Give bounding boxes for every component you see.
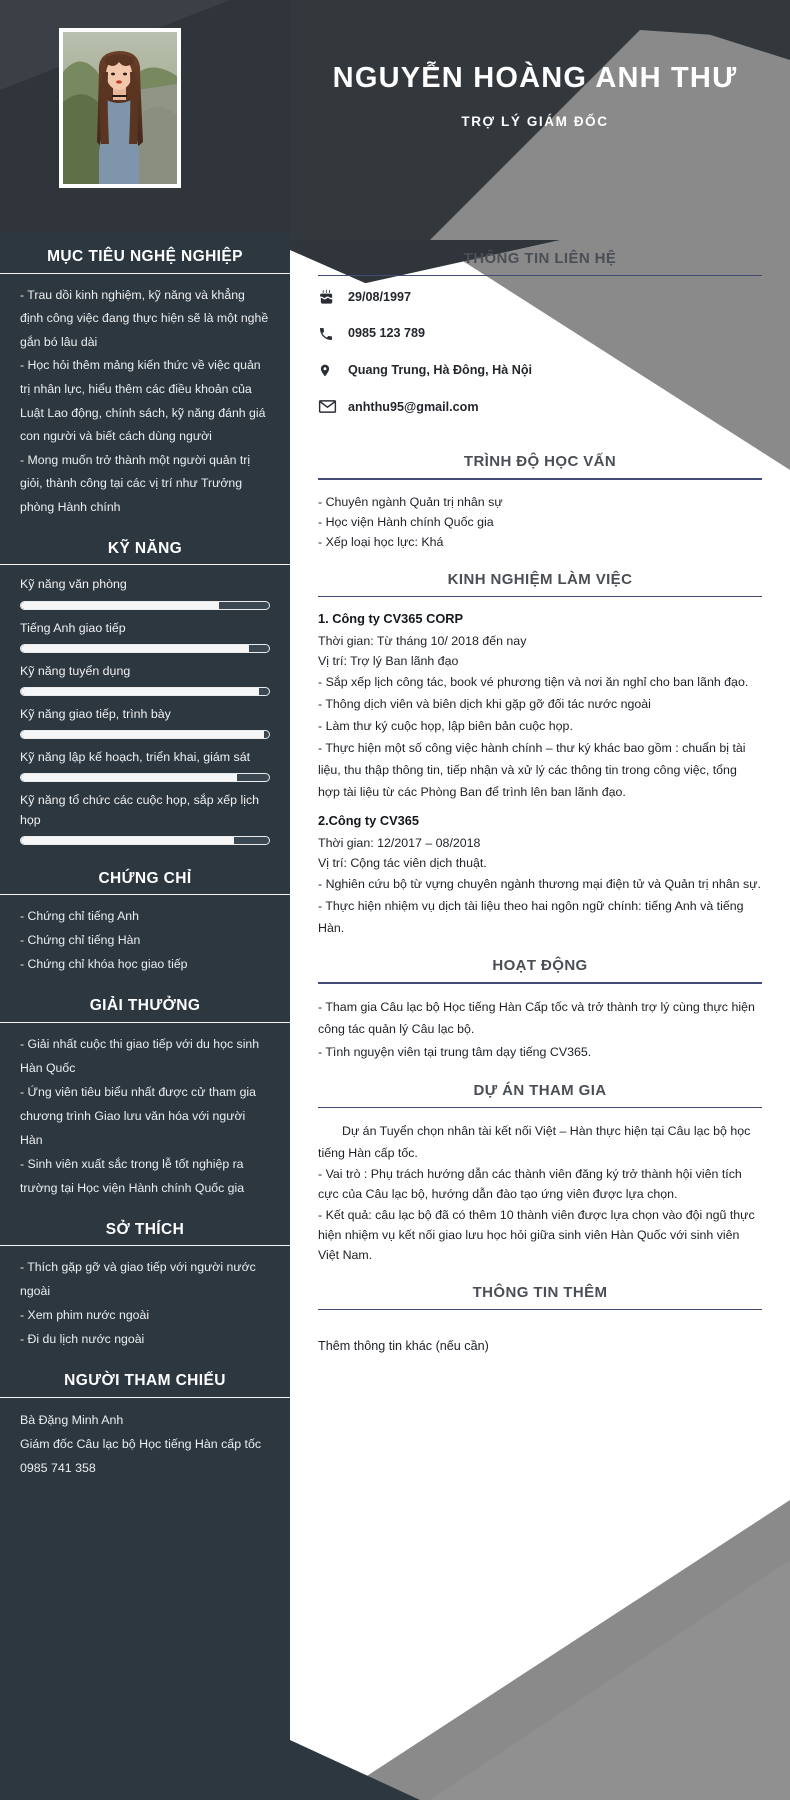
experience-item	[318, 609, 762, 803]
experience-duty: - Nghiên cứu bộ từ vựng chuyên ngành thương mại điện tử và Quản trị nhân sự.	[318, 877, 761, 892]
section-title-activities: HOẠT ĐỘNG	[492, 957, 588, 975]
project-intro: Dự án Tuyển chọn nhân tài kết nối Việt – Hàn thực hiện tại Câu lạc bộ học tiếng Hàn cấp tốc.	[318, 1123, 751, 1161]
section-title-skills: KỸ NĂNG	[107, 539, 183, 557]
section-awards	[20, 981, 270, 1200]
section-divider	[0, 1245, 290, 1246]
section-divider	[318, 478, 762, 479]
experience-list	[318, 609, 762, 940]
section-title-contact: THÔNG TIN LIÊN HỆ	[463, 250, 617, 267]
skill-label: Tiếng Anh giao tiếp	[20, 620, 126, 635]
section-divider	[318, 1107, 762, 1108]
skill-progress-fill	[21, 602, 219, 609]
section-divider	[0, 273, 290, 274]
section-certificates	[20, 854, 270, 978]
section-divider	[318, 1309, 762, 1310]
skill-progress-fill	[21, 688, 259, 695]
skill-progress-bar	[20, 773, 270, 782]
candidate-name: NGUYỄN HOÀNG ANH THƯ	[332, 62, 738, 94]
contact-value: 0985 123 789	[348, 326, 426, 341]
main-content	[290, 232, 790, 1356]
section-title-projects: DỰ ÁN THAM GIA	[473, 1081, 607, 1099]
section-contact	[318, 232, 762, 415]
experience-position: Vị trí: Trợ lý Ban lãnh đạo	[318, 653, 459, 668]
skill-label: Kỹ năng tổ chức các cuộc họp, sắp xếp lịch họp	[20, 793, 260, 827]
skill-label: Kỹ năng tuyển dụng	[20, 663, 131, 678]
reference-line: Giám đốc Câu lạc bộ Học tiếng Hàn cấp tốc	[20, 1436, 262, 1451]
contact-row	[318, 325, 762, 341]
hobby-item: - Xem phim nước ngoài	[20, 1308, 150, 1323]
activities-list	[318, 996, 762, 1064]
education-item: - Chuyên ngành Quản trị nhân sự	[318, 494, 503, 509]
reference-line: 0985 741 358	[20, 1461, 96, 1476]
candidate-role: TRỢ LÝ GIÁM ĐỐC	[461, 114, 609, 130]
section-experience	[318, 553, 762, 940]
skill-progress-bar	[20, 687, 270, 696]
career-objective-body	[20, 284, 270, 520]
skill-progress-fill	[21, 731, 264, 738]
hobby-item: - Đi du lịch nước ngoài	[20, 1332, 145, 1347]
education-list	[318, 492, 762, 553]
project-item: - Kết quả: câu lạc bộ đã có thêm 10 thành viên được lựa chọn vào đội ngũ thực hiện nhiệm vụ kết nối giao lưu học hỏi giữa sinh viên Hàn Quốc với sinh viên Việt Nam.	[318, 1207, 755, 1263]
reference-line: Bà Đặng Minh Anh	[20, 1412, 124, 1427]
section-activities	[318, 939, 762, 1063]
header-identity	[300, 62, 770, 129]
contact-value: anhthu95@gmail.com	[348, 399, 479, 414]
experience-duty: - Làm thư ký cuộc họp, lập biên bản cuộc họp.	[318, 718, 573, 733]
section-title-additional-info: THÔNG TIN THÊM	[472, 1283, 608, 1301]
avatar	[59, 28, 181, 188]
skill-item	[20, 662, 270, 696]
hobbies-list	[20, 1256, 270, 1352]
skill-item	[20, 791, 270, 844]
activity-item: - Tham gia Câu lạc bộ Học tiếng Hàn Cấp tốc và trở thành trợ lý cùng thực hiện công tác quản lý Câu lạc bộ.	[318, 999, 755, 1037]
award-item: - Sinh viên xuất sắc trong lễ tốt nghiệp ra trường tại Học viện Hành chính Quốc gia	[20, 1156, 245, 1195]
references-body	[20, 1408, 270, 1481]
skill-progress-bar	[20, 836, 270, 845]
skill-item	[20, 748, 270, 782]
skill-item	[20, 705, 270, 739]
section-title-experience: KINH NGHIỆM LÀM VIỆC	[447, 570, 633, 588]
experience-duty: - Thực hiện nhiệm vụ dịch tài liệu theo hai ngôn ngữ chính: tiếng Anh và tiếng Hàn.	[318, 899, 744, 936]
skill-progress-fill	[21, 774, 237, 781]
experience-duty: - Thực hiện một số công việc hành chính – thư ký khác bao gồm : chuẩn bị tài liệu, thu thập thông tin, tiếp nhận và xử lý các thông tin trong công việc, tổng hợp tài liệu từ các Phòng Ban để trình lên ban lãnh đạo.	[318, 741, 746, 800]
experience-company: 2.Công ty CV365	[318, 813, 419, 829]
section-divider	[0, 1022, 290, 1023]
projects-list	[318, 1164, 762, 1266]
section-skills	[20, 524, 270, 845]
contact-row	[318, 288, 762, 305]
certificate-item: - Chứng chỉ tiếng Hàn	[20, 933, 141, 948]
career-paragraph: - Trau dồi kinh nghiệm, kỹ năng và khẳng định công việc đang thực hiện sẽ là một nghề gắn bó lâu dài	[20, 287, 269, 349]
education-item: - Học viện Hành chính Quốc gia	[318, 514, 494, 529]
section-title-hobbies: SỞ THÍCH	[105, 1220, 185, 1238]
experience-duty: - Sắp xếp lịch công tác, book vé phương tiện và nơi ăn nghỉ cho ban lãnh đạo.	[318, 674, 749, 689]
section-divider	[0, 564, 290, 565]
section-divider	[318, 596, 762, 597]
section-title-references: NGƯỜI THAM CHIẾU	[64, 1372, 226, 1390]
avatar-image	[63, 32, 177, 184]
location-pin-icon	[318, 362, 348, 379]
portrait-illustration	[63, 32, 177, 184]
envelope-icon	[318, 399, 348, 414]
hobby-item: - Thích gặp gỡ và giao tiếp với người nước ngoài	[20, 1260, 256, 1299]
skill-label: Kỹ năng văn phòng	[20, 577, 127, 592]
skill-label: Kỹ năng lập kế hoạch, triển khai, giám sát	[20, 750, 251, 765]
skill-progress-fill	[21, 837, 234, 844]
section-hobbies	[20, 1205, 270, 1352]
contact-row	[318, 362, 762, 379]
spacer	[318, 803, 762, 811]
certificates-list	[20, 905, 270, 977]
section-divider	[318, 982, 762, 983]
experience-position: Vị trí: Cộng tác viên dịch thuật.	[318, 856, 487, 871]
project-item: - Vai trò : Phụ trách hướng dẫn các thành viên đăng ký trở thành hội viên tích cực của Câu lạc bộ, hướng dẫn đào tạo ứng viên được lựa chọn.	[318, 1167, 742, 1202]
skill-item	[20, 619, 270, 653]
experience-period: Thời gian: Từ tháng 10/ 2018 đến nay	[318, 633, 527, 648]
sidebar	[0, 232, 290, 1800]
contact-list	[318, 288, 762, 415]
experience-duty: - Thông dịch viên và biên dịch khi gặp gỡ đối tác nước ngoài	[318, 696, 651, 711]
skill-progress-bar	[20, 644, 270, 653]
section-title-career-objective: MỤC TIÊU NGHỆ NGHIỆP	[47, 248, 243, 265]
section-additional-info	[318, 1266, 762, 1357]
section-projects	[318, 1064, 762, 1266]
section-divider	[318, 275, 762, 276]
education-item: - Xếp loại học lực: Khá	[318, 535, 444, 550]
skill-progress-bar	[20, 601, 270, 610]
award-item: - Ứng viên tiêu biểu nhất được cử tham gia chương trình Giao lưu văn hóa với người Hàn	[20, 1084, 257, 1147]
section-divider	[0, 894, 290, 895]
certificate-item: - Chứng chỉ khóa học giao tiếp	[20, 957, 188, 972]
phone-icon	[318, 326, 348, 342]
skills-list	[20, 575, 270, 845]
projects-body	[318, 1120, 762, 1266]
awards-list	[20, 1033, 270, 1201]
skill-progress-bar	[20, 730, 270, 739]
contact-value: Quang Trung, Hà Đông, Hà Nội	[348, 363, 533, 378]
skill-item	[20, 575, 270, 609]
additional-info-note: Thêm thông tin khác (nếu cần)	[318, 1339, 489, 1354]
experience-period: Thời gian: 12/2017 – 08/2018	[318, 836, 481, 851]
section-career-objective	[20, 232, 270, 520]
section-title-education: TRÌNH ĐỘ HỌC VẤN	[463, 453, 617, 471]
career-paragraph: - Mong muốn trở thành một người quản trị giỏi, thành công tại các vị trí như Trưởng phòng Hành chính	[20, 452, 251, 515]
section-education	[318, 435, 762, 552]
certificate-item: - Chứng chỉ tiếng Anh	[20, 909, 139, 924]
activity-item: - Tình nguyện viên tại trung tâm dạy tiếng CV365.	[318, 1044, 592, 1059]
section-title-certificates: CHỨNG CHỈ	[98, 869, 192, 887]
career-paragraph: - Học hỏi thêm mảng kiến thức về việc quản trị nhân lực, hiểu thêm các điều khoản của Luật Lao động, chính sách, kỹ năng đánh giá con người và biết cách dùng người	[20, 358, 266, 444]
skill-progress-fill	[21, 645, 249, 652]
section-divider	[0, 1397, 290, 1398]
contact-row	[318, 399, 762, 415]
section-title-awards: GIẢI THƯỞNG	[89, 997, 201, 1015]
contact-value: 29/08/1997	[348, 289, 412, 304]
award-item: - Giải nhất cuộc thi giao tiếp với du học sinh Hàn Quốc	[20, 1036, 260, 1075]
skill-label: Kỹ năng giao tiếp, trình bày	[20, 706, 171, 721]
experience-item	[318, 811, 762, 939]
experience-company: 1. Công ty CV365 CORP	[318, 610, 464, 626]
section-references	[20, 1356, 270, 1480]
birthday-cake-icon	[318, 288, 348, 305]
